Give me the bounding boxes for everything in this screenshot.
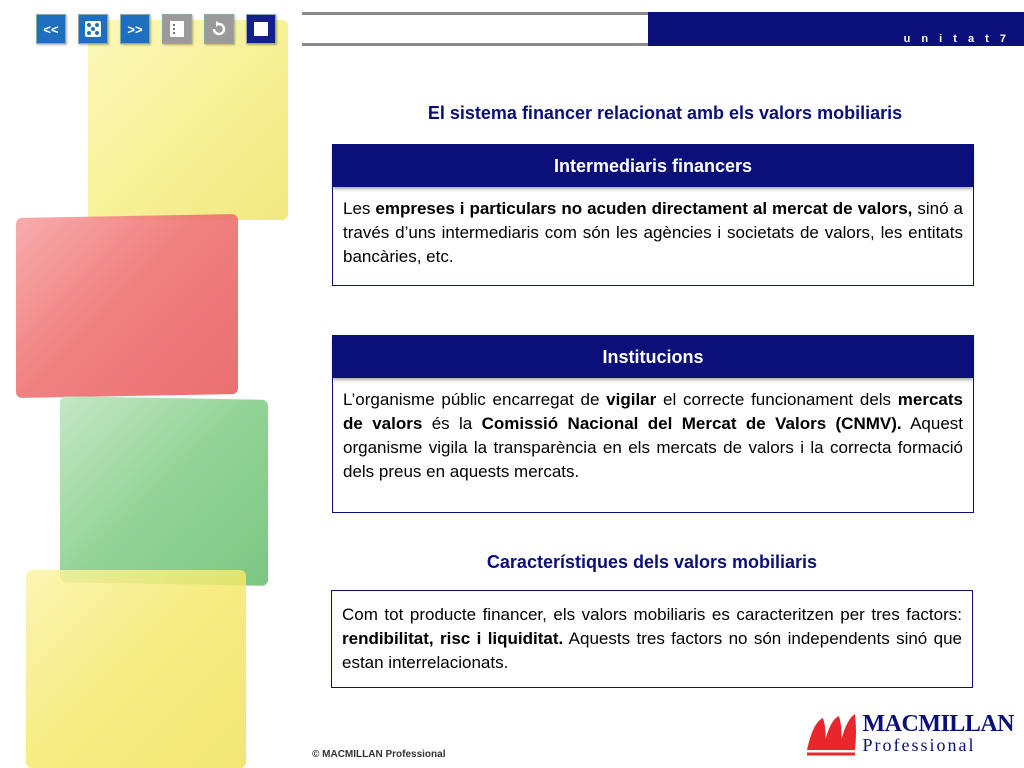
card-title: Intermediaris financers bbox=[333, 145, 973, 187]
yellow-block-bottom bbox=[26, 570, 246, 768]
green-block bbox=[60, 396, 268, 586]
logo-brand: MACMILLAN bbox=[862, 711, 1014, 737]
stop-button[interactable] bbox=[246, 14, 276, 44]
card-intermediaris bbox=[332, 144, 974, 286]
header-line bbox=[302, 12, 648, 46]
card-body: Les empreses i particulars no acuden directament al mercat de valors, sinó a través d’uns intermediaris com són les agències i societats de valors, les entitats bancàries, etc. bbox=[343, 199, 964, 266]
dice-button[interactable] bbox=[78, 14, 108, 44]
stop-icon bbox=[254, 22, 268, 36]
index-icon bbox=[169, 20, 185, 38]
card-body: L’organisme públic encarregat de vigilar el correcte funcionament dels mercats de valors és la Comissió Nacional del Mercat de Valors (CNMV). Aquest organisme vigila la transparència en els mercats de valors i la correcta formació dels preus en aquests mercats. bbox=[343, 390, 963, 481]
macmillan-logo bbox=[805, 710, 1015, 756]
prev-icon: << bbox=[43, 21, 59, 37]
card-body: Com tot producte financer, els valors mobiliaris es caracteritzen per tres factors: rendibilitat, risc i liquiditat. Aquests tres factors no són independents sinó que estan interrelacionats. bbox=[342, 605, 962, 672]
header-bar bbox=[648, 12, 1024, 46]
card-institucions bbox=[332, 335, 974, 513]
undo-icon bbox=[210, 20, 228, 38]
next-button[interactable] bbox=[120, 14, 150, 44]
yellow-block-top bbox=[88, 20, 288, 220]
prev-button[interactable] bbox=[36, 14, 66, 44]
page-title: El sistema financer relacionat amb els valors mobiliaris bbox=[427, 103, 903, 123]
undo-button[interactable] bbox=[204, 14, 234, 44]
macmillan-logo-icon bbox=[805, 710, 857, 756]
section-subtitle: Característiques dels valors mobiliaris bbox=[486, 552, 818, 572]
logo-text bbox=[863, 712, 1015, 754]
index-button[interactable] bbox=[162, 14, 192, 44]
card-caracteristiques bbox=[331, 590, 973, 688]
logo-sub: Professional bbox=[862, 735, 976, 755]
card-title: Institucions bbox=[333, 336, 973, 378]
dice-icon bbox=[84, 20, 102, 38]
nav-toolbar bbox=[36, 14, 276, 44]
copyright-text: © MACMILLAN Professional bbox=[312, 749, 446, 760]
unit-label: u n i t a t 7 bbox=[903, 33, 1010, 45]
decorative-blocks bbox=[0, 0, 300, 768]
next-icon: >> bbox=[127, 21, 143, 37]
red-block bbox=[16, 214, 238, 398]
